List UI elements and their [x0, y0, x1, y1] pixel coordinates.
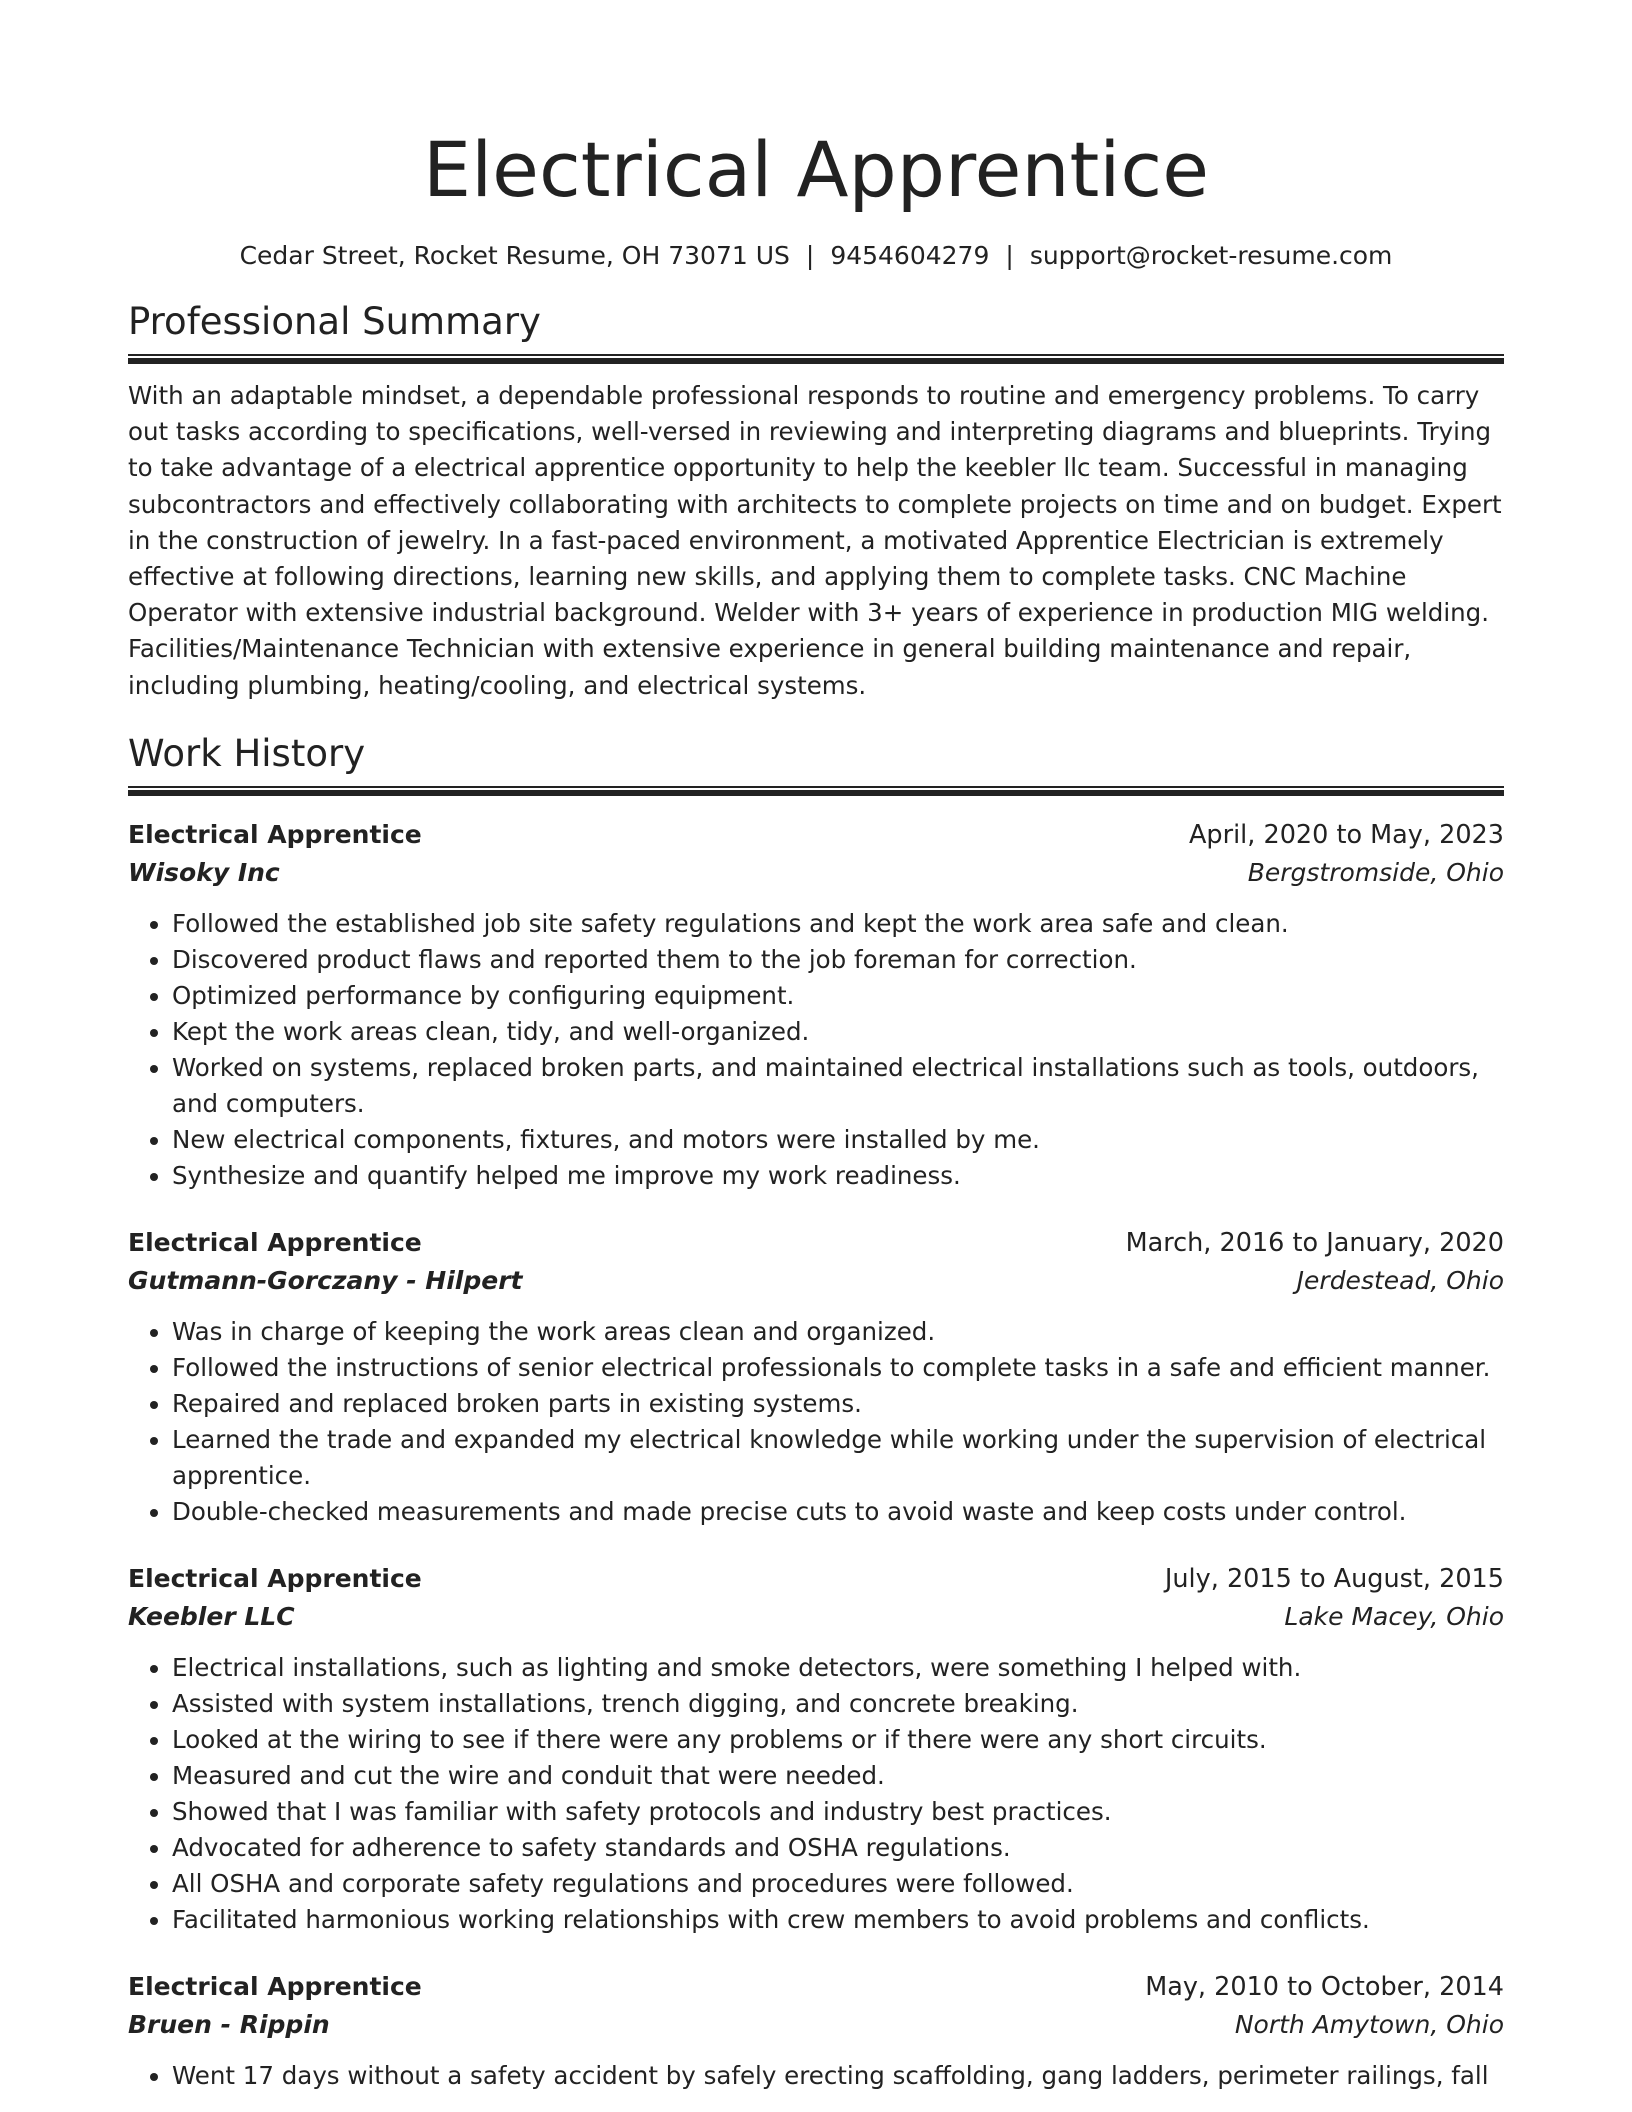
professional-summary-section [128, 298, 1504, 704]
contact-phone: 9454604279 [830, 241, 990, 270]
job-dates: March, 2016 to January, 2020 [1125, 1227, 1504, 1258]
job-company-row [128, 1598, 1504, 1636]
job-bullet: • New electrical components, fixtures, and motors were installed by me. [172, 1122, 1504, 1158]
contact-address: Cedar Street, Rocket Resume, OH 73071 US [239, 241, 790, 270]
contact-separator: | [805, 241, 815, 270]
section-divider [128, 354, 1504, 364]
job-company: Keebler LLC [128, 1601, 295, 1631]
section-title-work-history: Work History [128, 731, 366, 775]
contact-line [128, 240, 1504, 272]
job-entry [128, 1560, 1504, 1938]
job-company: Bruen - Rippin [128, 2009, 330, 2039]
job-bullet: • Advocated for adherence to safety standards and OSHA regulations. [172, 1830, 1504, 1866]
job-bullet-list [128, 2058, 1504, 2094]
job-bullet: • Learned the trade and expanded my electrical knowledge while working under the supervision of electrical apprentice. [172, 1422, 1504, 1494]
job-bullet: • Facilitated harmonious working relationships with crew members to avoid problems and conflicts. [172, 1902, 1504, 1938]
job-entry [128, 816, 1504, 1194]
job-title: Electrical Apprentice [128, 819, 422, 849]
job-bullet: • Looked at the wiring to see if there were any problems or if there were any short circuits. [172, 1722, 1504, 1758]
job-bullet: • Discovered product flaws and reported them to the job foreman for correction. [172, 942, 1504, 978]
resume-name: Electrical Apprentice [423, 125, 1209, 214]
job-bullet: • Followed the instructions of senior electrical professionals to complete tasks in a safe and efficient manner. [172, 1350, 1504, 1386]
job-company-row [128, 854, 1504, 892]
job-location: North Amytown, Ohio [1234, 2009, 1504, 2039]
job-dates: July, 2015 to August, 2015 [1164, 1563, 1504, 1594]
job-entry [128, 1224, 1504, 1530]
job-bullet: • Followed the established job site safety regulations and kept the work area safe and clean. [172, 906, 1504, 942]
job-bullet: • Measured and cut the wire and conduit that were needed. [172, 1758, 1504, 1794]
job-location: Bergstromside, Ohio [1247, 857, 1504, 887]
summary-text: With an adaptable mindset, a dependable professional responds to routine and emergency problems. To carry out tasks according to specifications, well-versed in reviewing and interpreting diagrams and blueprints. Trying to take advantage of a electrical apprentice opportunity to help the keebler llc team. Successful in managing subcontractors and effectively collaborating with architects to complete projects on time and on budget. Expert in the construction of jewelry. In a fast-paced environment, a motivated Apprentice Electrician is extremely effective at following directions, learning new skills, and applying them to complete tasks. CNC Machine Operator with extensive industrial background. Welder with 3+ years of experience in production MIG welding. Facilities/Maintenance Technician with extensive experience in general building maintenance and repair, including plumbing, heating/cooling, and electrical systems. [128, 381, 1502, 700]
job-bullet-list [128, 906, 1504, 1194]
job-company: Wisoky Inc [128, 857, 280, 887]
job-location: Lake Macey, Ohio [1284, 1601, 1504, 1631]
job-entry [128, 1968, 1504, 2094]
job-bullet-list [128, 1650, 1504, 1938]
section-title-summary: Professional Summary [128, 300, 541, 343]
resume-page [128, 0, 1504, 2094]
job-list [128, 816, 1504, 2094]
job-company-row [128, 1262, 1504, 1300]
job-bullet: • Double-checked measurements and made precise cuts to avoid waste and keep costs under control. [172, 1494, 1504, 1530]
contact-separator: | [1005, 241, 1014, 270]
job-company: Gutmann-Gorczany - Hilpert [128, 1265, 523, 1295]
job-bullet: • Assisted with system installations, trench digging, and concrete breaking. [172, 1686, 1504, 1722]
job-bullet-list [128, 1314, 1504, 1530]
job-dates: April, 2020 to May, 2023 [1188, 819, 1504, 850]
job-title: Electrical Apprentice [128, 1971, 422, 2001]
job-title: Electrical Apprentice [128, 1227, 422, 1257]
contact-email: support@rocket-resume.com [1029, 241, 1393, 270]
job-bullet: • Optimized performance by configuring equipment. [172, 978, 1504, 1014]
job-title-row [128, 1560, 1504, 1598]
job-bullet: • Synthesize and quantify helped me improve my work readiness. [172, 1158, 1504, 1194]
job-title: Electrical Apprentice [128, 1563, 422, 1593]
job-bullet: • Worked on systems, replaced broken parts, and maintained electrical installations such as tools, outdoors, and computers. [172, 1050, 1504, 1122]
job-bullet: • All OSHA and corporate safety regulations and procedures were followed. [172, 1866, 1504, 1902]
job-bullet: • Went 17 days without a safety accident by safely erecting scaffolding, gang ladders, perimeter railings, fall [172, 2058, 1504, 2094]
job-bullet: • Electrical installations, such as lighting and smoke detectors, were something I helped with. [172, 1650, 1504, 1686]
job-title-row [128, 816, 1504, 854]
job-bullet: • Was in charge of keeping the work areas clean and organized. [172, 1314, 1504, 1350]
section-divider [128, 786, 1504, 796]
job-company-row [128, 2006, 1504, 2044]
job-bullet: • Showed that I was familiar with safety protocols and industry best practices. [172, 1794, 1504, 1830]
job-bullet: • Kept the work areas clean, tidy, and well-organized. [172, 1014, 1504, 1050]
job-location: Jerdestead, Ohio [1296, 1265, 1504, 1295]
job-dates: May, 2010 to October, 2014 [1145, 1971, 1504, 2002]
job-title-row [128, 1968, 1504, 2006]
work-history-section [128, 730, 1504, 2094]
job-bullet: • Repaired and replaced broken parts in existing systems. [172, 1386, 1504, 1422]
job-title-row [128, 1224, 1504, 1262]
